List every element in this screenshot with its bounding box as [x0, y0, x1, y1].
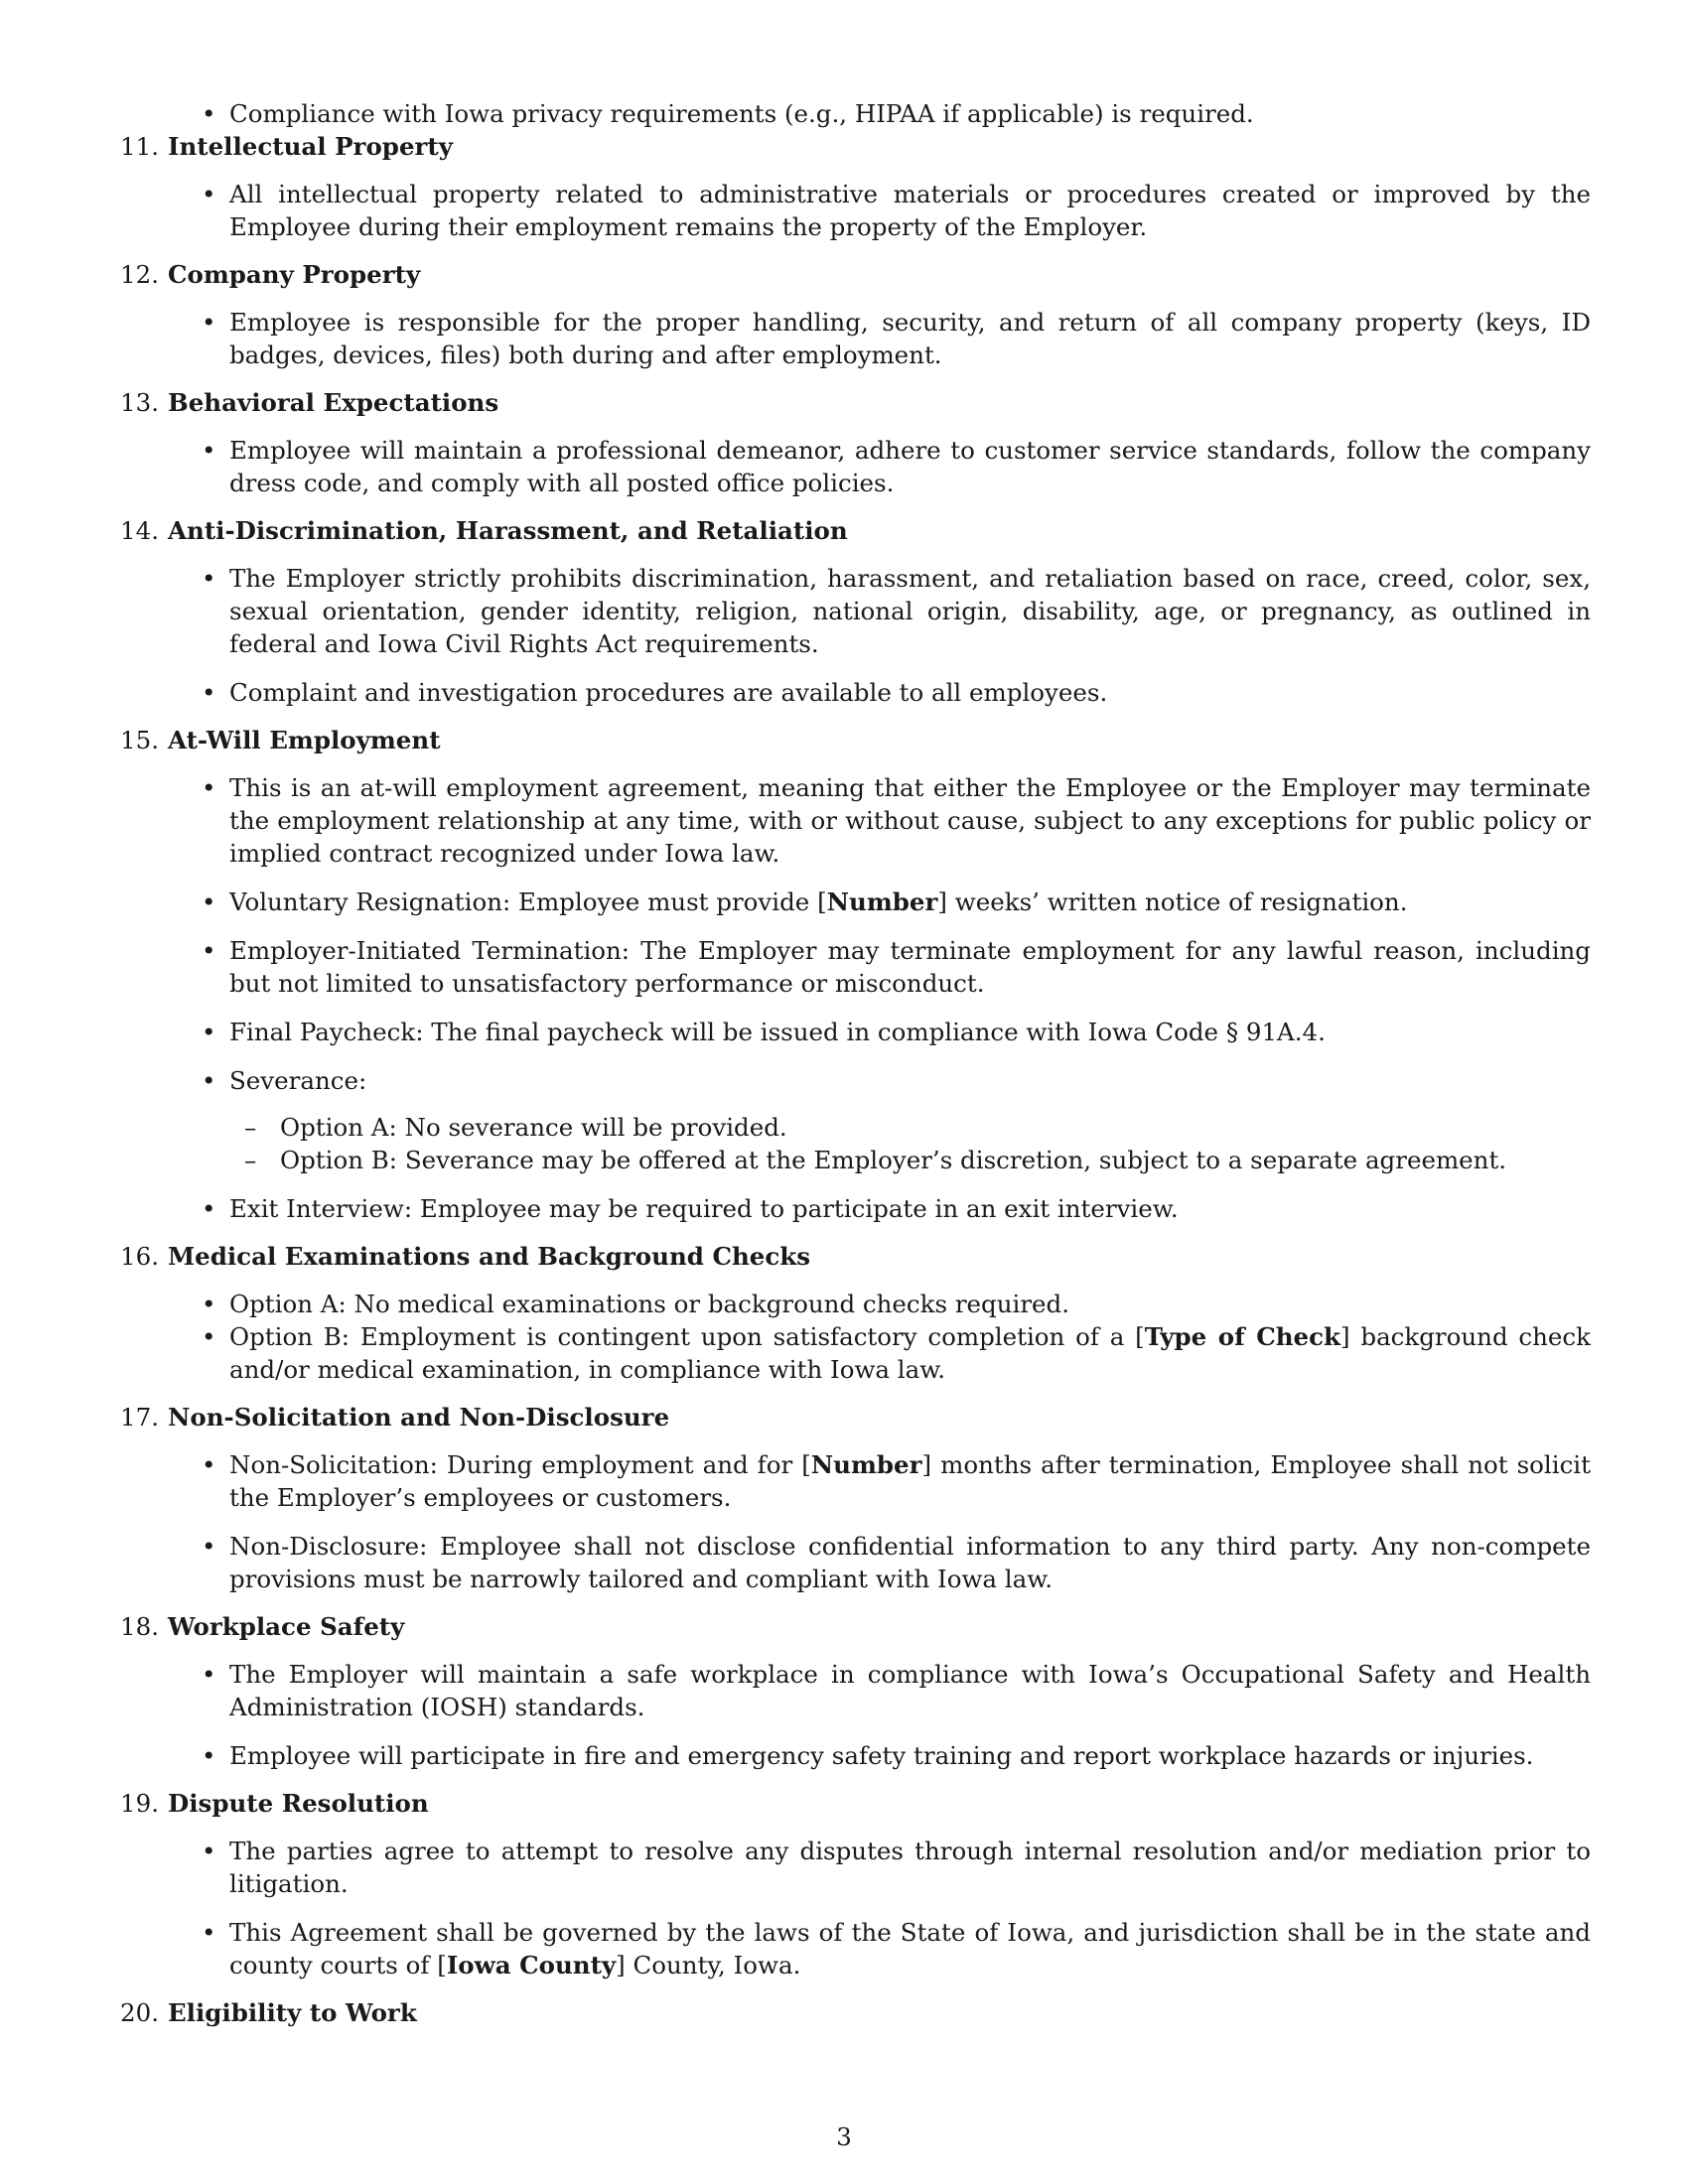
- list-item: [111, 886, 1591, 918]
- text-run: The parties agree to attempt to resolve any disputes through internal resolution and/or mediation prior to litigation.: [229, 1837, 1591, 1898]
- section-title: Anti-Discrimination, Harassment, and Retaliation: [168, 516, 848, 545]
- text-run: Employee will maintain a professional demeanor, adhere to customer service standards, follow the company dress code, and comply with all posted office policies.: [229, 436, 1591, 497]
- sub-list-item-text: Option B: Severance may be offered at the Employer’s discretion, subject to a separate agreement.: [280, 1146, 1507, 1174]
- text-run: Employer-Initiated Termination: The Employer may terminate employment for any lawful reason, including but not limited to unsatisfactory performance or misconduct.: [229, 936, 1591, 998]
- section-number: 19.: [120, 1789, 159, 1818]
- bullet-list: [111, 562, 1591, 709]
- list-item-text: [229, 1194, 1179, 1223]
- section-heading: [111, 258, 1591, 291]
- list-item: [111, 1288, 1591, 1320]
- section-number: 17.: [120, 1403, 159, 1432]
- text-run: Exit Interview: Employee may be required to participate in an exit interview.: [229, 1194, 1179, 1223]
- section: [111, 1787, 1591, 1981]
- bullet-icon: •: [202, 887, 216, 916]
- document-body: [111, 97, 1591, 2044]
- list-item-text: [229, 1450, 1591, 1512]
- bullet-list: [111, 1288, 1591, 1386]
- list-item-text: [229, 936, 1591, 998]
- list-item-text: [229, 99, 1254, 128]
- section-number: 20.: [120, 1998, 159, 2027]
- bullet-list: [111, 178, 1591, 243]
- text-run: All intellectual property related to administrative materials or procedures created or improved by the Employee during their employment remains the property of the Employer.: [229, 180, 1591, 241]
- list-item-text: [229, 180, 1591, 241]
- list-item-text: [229, 1741, 1533, 1770]
- text-run: Voluntary Resignation: Employee must provide [: [229, 887, 827, 916]
- list-item-text: [229, 1918, 1591, 1979]
- list-item: [111, 306, 1591, 371]
- bullet-icon: •: [202, 1532, 216, 1561]
- bullet-icon: •: [202, 936, 216, 965]
- list-item: [111, 676, 1591, 709]
- bullet-icon: •: [202, 1837, 216, 1865]
- section-title: Non-Solicitation and Non-Disclosure: [168, 1403, 670, 1432]
- placeholder-field: Type of Check: [1144, 1322, 1341, 1351]
- text-run: This is an at-will employment agreement, meaning that either the Employee or the Employer may terminate the employment relationship at any time, with or without cause, subject to any exceptions for public policy or implied contract recognized under Iowa law.: [229, 773, 1591, 868]
- list-item: [111, 1016, 1591, 1048]
- list-item-text: [229, 773, 1591, 868]
- bullet-icon: •: [202, 180, 216, 208]
- text-run: Option B: Employment is contingent upon satisfactory completion of a [: [229, 1322, 1145, 1351]
- continued-bullet-list: [111, 97, 1591, 130]
- text-run: Option A: No medical examinations or background checks required.: [229, 1290, 1070, 1318]
- section: [111, 258, 1591, 371]
- section-heading: [111, 1996, 1591, 2029]
- list-item: [111, 1448, 1591, 1514]
- sub-list-item: [229, 1111, 1591, 1144]
- section-heading: [111, 130, 1591, 163]
- sub-list: [229, 1111, 1591, 1176]
- text-run: Final Paycheck: The final paycheck will be issued in compliance with Iowa Code § 91A.4.: [229, 1018, 1326, 1046]
- section-number: 14.: [120, 516, 159, 545]
- section-number: 16.: [120, 1242, 159, 1271]
- text-run: ] background check and/or medical examination, in compliance with Iowa law.: [229, 1322, 1592, 1384]
- list-item: [111, 97, 1591, 130]
- list-item-text: [229, 436, 1591, 497]
- section-title: Medical Examinations and Background Checks: [168, 1242, 811, 1271]
- list-item-text: [229, 678, 1107, 707]
- list-item-text: [229, 1018, 1326, 1046]
- placeholder-field: Number: [826, 887, 938, 916]
- section-number: 13.: [120, 388, 159, 417]
- list-item-text: [229, 308, 1591, 369]
- section-title: Workplace Safety: [168, 1612, 405, 1641]
- text-run: The Employer will maintain a safe workplace in compliance with Iowa’s Occupational Safety and Health Administration (IOSH) standards.: [229, 1660, 1591, 1721]
- section: [111, 130, 1591, 243]
- list-item: [111, 1916, 1591, 1981]
- text-run: This Agreement shall be governed by the laws of the State of Iowa, and jurisdiction shall be in the state and county courts of [: [229, 1918, 1591, 1979]
- section-list: [111, 130, 1591, 2029]
- section: [111, 724, 1591, 1225]
- text-run: Compliance with Iowa privacy requirements (e.g., HIPAA if applicable) is required.: [229, 99, 1254, 128]
- text-run: ] months after termination, Employee shall not solicit the Employer’s employees or customers.: [229, 1450, 1591, 1512]
- section: [111, 386, 1591, 499]
- sub-list-item: [229, 1144, 1591, 1176]
- list-item: [111, 562, 1591, 660]
- section-title: Eligibility to Work: [168, 1998, 417, 2027]
- bullet-icon: •: [202, 1066, 216, 1095]
- list-item-text: [229, 1837, 1591, 1898]
- dash-icon: –: [244, 1146, 257, 1174]
- section-heading: [111, 1240, 1591, 1273]
- sub-list-item-text: Option A: No severance will be provided.: [280, 1113, 787, 1142]
- bullet-icon: •: [202, 1018, 216, 1046]
- section-title: Behavioral Expectations: [168, 388, 499, 417]
- text-run: Complaint and investigation procedures are available to all employees.: [229, 678, 1108, 707]
- section-title: Intellectual Property: [168, 132, 453, 161]
- section-number: 18.: [120, 1612, 159, 1641]
- text-run: Non-Disclosure: Employee shall not disclose confidential information to any third party. Any non-compete provisions must be narrowly tailored and compliant with Iowa law.: [229, 1532, 1591, 1593]
- list-item: [111, 1530, 1591, 1595]
- bullet-icon: •: [202, 308, 216, 337]
- text-run: Severance:: [229, 1066, 367, 1095]
- text-run: Employee will participate in fire and emergency safety training and report workplace hazards or injuries.: [229, 1741, 1534, 1770]
- section-heading: [111, 1610, 1591, 1643]
- bullet-icon: •: [202, 1660, 216, 1689]
- section-heading: [111, 386, 1591, 419]
- bullet-icon: •: [202, 1450, 216, 1479]
- section-title: At-Will Employment: [168, 726, 441, 754]
- list-item-text: [229, 1290, 1069, 1318]
- text-run: ] County, Iowa.: [616, 1951, 801, 1979]
- bullet-list: [111, 1448, 1591, 1595]
- list-item-text: [229, 1660, 1591, 1721]
- list-item: [111, 771, 1591, 870]
- bullet-icon: •: [202, 678, 216, 707]
- bullet-icon: •: [202, 564, 216, 593]
- list-item: [111, 1658, 1591, 1723]
- bullet-icon: •: [202, 1918, 216, 1947]
- list-item-text: [229, 887, 1408, 916]
- list-item: [111, 1064, 1591, 1176]
- section-heading: [111, 1787, 1591, 1820]
- bullet-icon: •: [202, 99, 216, 128]
- dash-icon: –: [244, 1113, 257, 1142]
- list-item: [111, 1320, 1591, 1386]
- page-number: 3: [836, 2122, 852, 2151]
- text-run: The Employer strictly prohibits discrimination, harassment, and retaliation based on race, creed, color, sex, sexual orientation, gender identity, religion, national origin, disability, age, or pregnancy, as outlined in federal and Iowa Civil Rights Act requirements.: [229, 564, 1591, 658]
- list-item: [111, 1835, 1591, 1900]
- bullet-icon: •: [202, 1322, 216, 1351]
- section-title: Company Property: [168, 260, 421, 289]
- bullet-list: [111, 1835, 1591, 1981]
- text-run: Employee is responsible for the proper handling, security, and return of all company property (keys, ID badges, devices, files) both during and after employment.: [229, 308, 1591, 369]
- section-title: Dispute Resolution: [168, 1789, 429, 1818]
- list-item: [111, 1739, 1591, 1772]
- section: [111, 1610, 1591, 1772]
- section-heading: [111, 1401, 1591, 1433]
- bullet-icon: •: [202, 1290, 216, 1318]
- section-number: 11.: [120, 132, 159, 161]
- list-item: [111, 178, 1591, 243]
- text-run: Non-Solicitation: During employment and for [: [229, 1450, 811, 1479]
- section-number: 12.: [120, 260, 159, 289]
- text-run: ] weeks’ written notice of resignation.: [937, 887, 1408, 916]
- section-heading: [111, 514, 1591, 547]
- placeholder-field: Iowa County: [446, 1951, 617, 1979]
- list-item-text: [229, 564, 1591, 658]
- section: [111, 514, 1591, 709]
- section: [111, 1401, 1591, 1595]
- list-item: [111, 1192, 1591, 1225]
- list-item-text: [229, 1532, 1591, 1593]
- bullet-icon: •: [202, 436, 216, 465]
- section: [111, 1996, 1591, 2029]
- section-number: 15.: [120, 726, 159, 754]
- bullet-list: [111, 306, 1591, 371]
- section: [111, 1240, 1591, 1386]
- bullet-list: [111, 771, 1591, 1225]
- list-item: [111, 934, 1591, 1000]
- list-item-text: [229, 1066, 366, 1095]
- bullet-icon: •: [202, 1194, 216, 1223]
- bullet-icon: •: [202, 1741, 216, 1770]
- bullet-list: [111, 434, 1591, 499]
- section-heading: [111, 724, 1591, 756]
- list-item: [111, 434, 1591, 499]
- bullet-list: [111, 1658, 1591, 1772]
- placeholder-field: Number: [810, 1450, 922, 1479]
- bullet-icon: •: [202, 773, 216, 802]
- list-item-text: [229, 1322, 1591, 1384]
